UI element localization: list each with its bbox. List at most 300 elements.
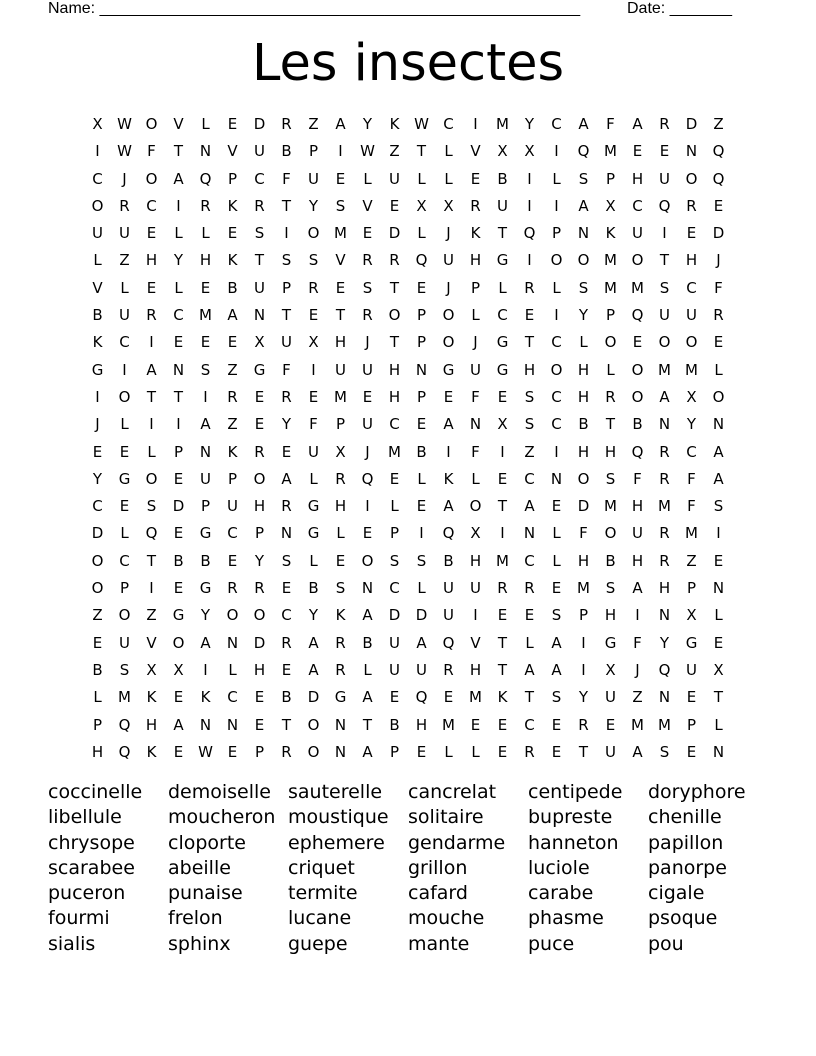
grid-letter[interactable]: L: [471, 306, 480, 325]
grid-letter[interactable]: L: [363, 660, 372, 679]
grid-letter[interactable]: T: [416, 142, 427, 161]
grid-letter[interactable]: V: [146, 633, 157, 652]
grid-letter[interactable]: Q: [361, 469, 374, 488]
grid-letter[interactable]: T: [524, 688, 535, 707]
grid-letter[interactable]: E: [470, 715, 481, 734]
grid-letter[interactable]: A: [632, 579, 643, 598]
grid-letter[interactable]: J: [473, 333, 478, 352]
grid-letter[interactable]: E: [173, 524, 184, 543]
grid-letter[interactable]: T: [281, 196, 292, 215]
grid-letter[interactable]: D: [253, 115, 266, 133]
grid-letter[interactable]: E: [551, 715, 562, 734]
grid-letter[interactable]: C: [686, 442, 697, 461]
grid-letter[interactable]: R: [227, 579, 238, 598]
grid-letter[interactable]: R: [659, 442, 670, 461]
grid-letter[interactable]: A: [632, 742, 643, 761]
grid-letter[interactable]: E: [497, 606, 508, 625]
grid-letter[interactable]: S: [254, 224, 265, 243]
grid-letter[interactable]: C: [227, 688, 238, 707]
grid-letter[interactable]: P: [335, 415, 346, 434]
grid-letter[interactable]: M: [577, 579, 590, 598]
grid-letter[interactable]: I: [635, 606, 640, 625]
grid-letter[interactable]: O: [307, 224, 320, 243]
grid-letter[interactable]: S: [578, 278, 589, 297]
grid-letter[interactable]: R: [254, 579, 265, 598]
grid-letter[interactable]: L: [417, 224, 426, 243]
grid-letter[interactable]: A: [524, 497, 535, 516]
grid-letter[interactable]: A: [524, 660, 535, 679]
grid-letter[interactable]: H: [604, 442, 617, 461]
grid-letter[interactable]: A: [173, 169, 184, 188]
grid-letter[interactable]: H: [631, 169, 644, 188]
grid-letter[interactable]: U: [659, 306, 670, 325]
grid-letter[interactable]: C: [443, 115, 454, 133]
grid-letter[interactable]: K: [605, 224, 616, 243]
grid-letter[interactable]: P: [389, 524, 400, 543]
grid-letter[interactable]: X: [686, 606, 697, 625]
grid-letter[interactable]: D: [388, 224, 401, 243]
grid-letter[interactable]: L: [93, 688, 102, 707]
grid-letter[interactable]: Z: [308, 115, 319, 133]
grid-letter[interactable]: U: [443, 606, 454, 625]
grid-letter[interactable]: H: [334, 497, 347, 516]
grid-letter[interactable]: F: [471, 387, 480, 406]
grid-letter[interactable]: S: [605, 579, 616, 598]
grid-letter[interactable]: F: [309, 415, 318, 434]
grid-letter[interactable]: P: [119, 579, 130, 598]
grid-letter[interactable]: H: [604, 606, 617, 625]
grid-letter[interactable]: M: [658, 497, 671, 516]
grid-letter[interactable]: B: [632, 415, 643, 434]
grid-letter[interactable]: Q: [442, 633, 455, 652]
grid-letter[interactable]: J: [446, 224, 451, 243]
grid-letter[interactable]: O: [145, 469, 158, 488]
grid-letter[interactable]: A: [200, 633, 211, 652]
grid-letter[interactable]: B: [389, 715, 400, 734]
grid-letter[interactable]: M: [685, 360, 698, 379]
grid-letter[interactable]: O: [685, 333, 698, 352]
grid-letter[interactable]: E: [254, 688, 265, 707]
grid-letter[interactable]: R: [308, 278, 319, 297]
grid-letter[interactable]: Z: [524, 442, 535, 461]
grid-letter[interactable]: Q: [658, 660, 671, 679]
grid-letter[interactable]: Q: [523, 224, 536, 243]
grid-letter[interactable]: T: [173, 387, 184, 406]
grid-letter[interactable]: E: [389, 196, 400, 215]
grid-letter[interactable]: A: [713, 469, 724, 488]
grid-letter[interactable]: H: [334, 333, 347, 352]
grid-letter[interactable]: P: [308, 142, 319, 161]
grid-letter[interactable]: R: [254, 196, 265, 215]
grid-letter[interactable]: I: [284, 224, 289, 243]
grid-letter[interactable]: E: [281, 442, 292, 461]
grid-letter[interactable]: G: [91, 360, 104, 379]
grid-letter[interactable]: O: [388, 306, 401, 325]
grid-letter[interactable]: Z: [92, 606, 103, 625]
grid-letter[interactable]: U: [308, 169, 319, 188]
grid-letter[interactable]: V: [173, 115, 184, 133]
grid-letter[interactable]: E: [119, 497, 130, 516]
grid-letter[interactable]: E: [254, 715, 265, 734]
grid-letter[interactable]: E: [146, 224, 157, 243]
grid-letter[interactable]: M: [442, 715, 455, 734]
grid-letter[interactable]: N: [226, 715, 239, 734]
grid-letter[interactable]: R: [659, 469, 670, 488]
grid-letter[interactable]: H: [145, 251, 158, 270]
grid-letter[interactable]: U: [92, 224, 103, 243]
grid-letter[interactable]: O: [631, 387, 644, 406]
grid-letter[interactable]: F: [282, 169, 291, 188]
grid-letter[interactable]: M: [604, 497, 617, 516]
grid-letter[interactable]: Z: [632, 688, 643, 707]
grid-letter[interactable]: L: [471, 742, 480, 761]
grid-letter[interactable]: O: [631, 360, 644, 379]
grid-letter[interactable]: N: [685, 142, 698, 161]
grid-letter[interactable]: R: [281, 387, 292, 406]
grid-letter[interactable]: G: [334, 688, 347, 707]
grid-letter[interactable]: V: [335, 251, 346, 270]
grid-letter[interactable]: O: [91, 579, 104, 598]
grid-letter[interactable]: F: [471, 442, 480, 461]
grid-letter[interactable]: N: [577, 224, 590, 243]
grid-letter[interactable]: U: [659, 169, 670, 188]
grid-letter[interactable]: H: [577, 442, 590, 461]
grid-letter[interactable]: E: [713, 551, 724, 570]
grid-letter[interactable]: A: [362, 688, 373, 707]
grid-letter[interactable]: O: [118, 387, 131, 406]
grid-letter[interactable]: L: [120, 278, 129, 297]
grid-letter[interactable]: O: [253, 469, 266, 488]
grid-letter[interactable]: P: [227, 169, 238, 188]
grid-letter[interactable]: U: [281, 333, 292, 352]
grid-letter[interactable]: T: [335, 306, 346, 325]
grid-letter[interactable]: E: [632, 333, 643, 352]
grid-letter[interactable]: F: [714, 278, 723, 297]
grid-letter[interactable]: T: [146, 551, 157, 570]
grid-letter[interactable]: C: [119, 333, 130, 352]
grid-letter[interactable]: I: [95, 142, 100, 161]
grid-letter[interactable]: E: [335, 551, 346, 570]
grid-letter[interactable]: B: [416, 442, 427, 461]
grid-letter[interactable]: S: [416, 551, 427, 570]
grid-letter[interactable]: G: [307, 497, 320, 516]
grid-letter[interactable]: A: [659, 387, 670, 406]
grid-letter[interactable]: A: [281, 469, 292, 488]
grid-letter[interactable]: U: [200, 469, 211, 488]
grid-letter[interactable]: H: [388, 387, 401, 406]
grid-letter[interactable]: F: [633, 469, 642, 488]
grid-letter[interactable]: B: [200, 551, 211, 570]
grid-letter[interactable]: L: [444, 169, 453, 188]
grid-letter[interactable]: L: [714, 715, 723, 734]
grid-letter[interactable]: C: [92, 169, 103, 188]
grid-letter[interactable]: W: [117, 142, 132, 161]
grid-letter[interactable]: O: [550, 251, 563, 270]
grid-letter[interactable]: E: [713, 333, 724, 352]
grid-letter[interactable]: K: [335, 606, 346, 625]
grid-letter[interactable]: I: [311, 360, 316, 379]
grid-letter[interactable]: U: [632, 524, 643, 543]
grid-letter[interactable]: R: [254, 442, 265, 461]
grid-letter[interactable]: D: [307, 688, 320, 707]
grid-letter[interactable]: Q: [577, 142, 590, 161]
grid-letter[interactable]: P: [173, 442, 184, 461]
grid-letter[interactable]: U: [389, 633, 400, 652]
grid-letter[interactable]: P: [227, 469, 238, 488]
grid-letter[interactable]: G: [496, 360, 509, 379]
grid-letter[interactable]: R: [524, 742, 535, 761]
grid-letter[interactable]: M: [604, 142, 617, 161]
grid-letter[interactable]: N: [550, 469, 563, 488]
grid-letter[interactable]: P: [416, 333, 427, 352]
grid-letter[interactable]: R: [335, 469, 346, 488]
grid-letter[interactable]: E: [227, 742, 238, 761]
grid-letter[interactable]: S: [524, 415, 535, 434]
grid-letter[interactable]: T: [281, 306, 292, 325]
grid-letter[interactable]: E: [146, 278, 157, 297]
grid-letter[interactable]: U: [119, 306, 130, 325]
grid-letter[interactable]: Y: [92, 469, 103, 488]
grid-letter[interactable]: C: [389, 579, 400, 598]
grid-letter[interactable]: B: [362, 633, 373, 652]
grid-letter[interactable]: J: [716, 251, 721, 270]
grid-letter[interactable]: L: [309, 551, 318, 570]
grid-letter[interactable]: L: [552, 278, 561, 297]
grid-letter[interactable]: N: [280, 524, 293, 543]
grid-letter[interactable]: L: [390, 497, 399, 516]
grid-letter[interactable]: M: [118, 688, 131, 707]
grid-letter[interactable]: C: [281, 606, 292, 625]
grid-letter[interactable]: C: [389, 415, 400, 434]
grid-letter[interactable]: D: [91, 524, 104, 543]
grid-letter[interactable]: I: [500, 524, 505, 543]
grid-letter[interactable]: F: [282, 360, 291, 379]
grid-letter[interactable]: P: [92, 715, 103, 734]
grid-letter[interactable]: L: [174, 278, 183, 297]
grid-letter[interactable]: O: [253, 606, 266, 625]
grid-letter[interactable]: U: [119, 633, 130, 652]
grid-letter[interactable]: A: [443, 415, 454, 434]
grid-letter[interactable]: L: [552, 524, 561, 543]
grid-letter[interactable]: N: [361, 579, 374, 598]
grid-letter[interactable]: T: [389, 278, 400, 297]
grid-letter[interactable]: L: [714, 606, 723, 625]
grid-letter[interactable]: V: [92, 278, 103, 297]
grid-letter[interactable]: N: [253, 306, 266, 325]
grid-letter[interactable]: U: [362, 415, 373, 434]
grid-letter[interactable]: Q: [442, 524, 455, 543]
grid-letter[interactable]: S: [119, 660, 130, 679]
grid-letter[interactable]: B: [92, 660, 103, 679]
grid-letter[interactable]: U: [470, 360, 481, 379]
grid-letter[interactable]: T: [497, 660, 508, 679]
grid-letter[interactable]: M: [685, 524, 698, 543]
grid-letter[interactable]: P: [254, 524, 265, 543]
grid-letter[interactable]: H: [91, 742, 104, 761]
grid-letter[interactable]: E: [254, 387, 265, 406]
grid-letter[interactable]: I: [662, 224, 667, 243]
grid-letter[interactable]: E: [362, 524, 373, 543]
grid-letter[interactable]: R: [605, 387, 616, 406]
grid-letter[interactable]: M: [604, 251, 617, 270]
grid-letter[interactable]: R: [713, 306, 724, 325]
grid-letter[interactable]: X: [524, 142, 535, 161]
grid-letter[interactable]: U: [632, 224, 643, 243]
grid-letter[interactable]: N: [199, 442, 212, 461]
grid-letter[interactable]: U: [254, 278, 265, 297]
grid-letter[interactable]: E: [335, 169, 346, 188]
grid-letter[interactable]: Z: [119, 251, 130, 270]
grid-letter[interactable]: C: [524, 551, 535, 570]
grid-letter[interactable]: H: [469, 660, 482, 679]
grid-letter[interactable]: O: [307, 742, 320, 761]
grid-letter[interactable]: H: [577, 360, 590, 379]
grid-letter[interactable]: B: [578, 415, 589, 434]
grid-letter[interactable]: E: [605, 715, 616, 734]
grid-letter[interactable]: U: [605, 742, 616, 761]
grid-letter[interactable]: H: [253, 660, 266, 679]
grid-letter[interactable]: E: [227, 333, 238, 352]
grid-letter[interactable]: G: [442, 360, 455, 379]
grid-letter[interactable]: E: [686, 688, 697, 707]
grid-letter[interactable]: R: [686, 196, 697, 215]
grid-letter[interactable]: B: [92, 306, 103, 325]
grid-letter[interactable]: M: [469, 688, 482, 707]
grid-letter[interactable]: Y: [200, 606, 211, 625]
grid-letter[interactable]: P: [281, 278, 292, 297]
grid-letter[interactable]: D: [712, 224, 725, 243]
grid-letter[interactable]: X: [713, 660, 724, 679]
grid-letter[interactable]: T: [524, 333, 535, 352]
grid-letter[interactable]: E: [443, 387, 454, 406]
grid-letter[interactable]: Y: [173, 251, 184, 270]
grid-letter[interactable]: O: [442, 306, 455, 325]
grid-letter[interactable]: M: [334, 224, 347, 243]
grid-letter[interactable]: C: [173, 306, 184, 325]
grid-letter[interactable]: E: [227, 551, 238, 570]
grid-letter[interactable]: S: [551, 606, 562, 625]
grid-letter[interactable]: I: [554, 442, 559, 461]
grid-letter[interactable]: U: [227, 497, 238, 516]
grid-letter[interactable]: I: [149, 415, 154, 434]
grid-letter[interactable]: X: [686, 387, 697, 406]
grid-letter[interactable]: F: [687, 469, 696, 488]
grid-letter[interactable]: I: [716, 524, 721, 543]
grid-letter[interactable]: P: [416, 387, 427, 406]
grid-letter[interactable]: I: [500, 442, 505, 461]
grid-letter[interactable]: N: [712, 415, 725, 434]
grid-letter[interactable]: E: [227, 224, 238, 243]
grid-letter[interactable]: S: [335, 196, 346, 215]
grid-letter[interactable]: E: [200, 333, 211, 352]
grid-letter[interactable]: A: [551, 660, 562, 679]
grid-letter[interactable]: B: [605, 551, 616, 570]
grid-letter[interactable]: T: [605, 415, 616, 434]
grid-letter[interactable]: K: [227, 251, 238, 270]
grid-letter[interactable]: I: [176, 415, 181, 434]
grid-letter[interactable]: T: [389, 333, 400, 352]
grid-letter[interactable]: E: [416, 415, 427, 434]
grid-letter[interactable]: D: [685, 115, 698, 133]
grid-letter[interactable]: L: [552, 551, 561, 570]
grid-letter[interactable]: A: [443, 497, 454, 516]
grid-letter[interactable]: G: [199, 524, 212, 543]
grid-letter[interactable]: L: [363, 169, 372, 188]
grid-letter[interactable]: T: [659, 251, 670, 270]
grid-letter[interactable]: L: [714, 360, 723, 379]
grid-letter[interactable]: G: [199, 579, 212, 598]
grid-letter[interactable]: D: [577, 497, 590, 516]
grid-letter[interactable]: Y: [308, 606, 319, 625]
grid-letter[interactable]: S: [605, 469, 616, 488]
grid-letter[interactable]: Y: [362, 115, 373, 133]
grid-letter[interactable]: A: [335, 115, 346, 133]
grid-letter[interactable]: T: [497, 497, 508, 516]
grid-letter[interactable]: C: [524, 715, 535, 734]
grid-letter[interactable]: H: [253, 497, 266, 516]
grid-letter[interactable]: L: [417, 169, 426, 188]
grid-letter[interactable]: A: [632, 115, 643, 133]
grid-letter[interactable]: X: [605, 660, 616, 679]
grid-letter[interactable]: U: [686, 306, 697, 325]
grid-letter[interactable]: E: [551, 742, 562, 761]
grid-letter[interactable]: O: [118, 606, 131, 625]
grid-letter[interactable]: B: [443, 551, 454, 570]
grid-letter[interactable]: T: [713, 688, 724, 707]
grid-letter[interactable]: R: [497, 579, 508, 598]
grid-letter[interactable]: X: [416, 196, 427, 215]
grid-letter[interactable]: N: [658, 688, 671, 707]
grid-letter[interactable]: K: [200, 688, 211, 707]
grid-letter[interactable]: O: [631, 251, 644, 270]
grid-letter[interactable]: T: [362, 715, 373, 734]
grid-letter[interactable]: O: [91, 196, 104, 215]
grid-letter[interactable]: G: [604, 633, 617, 652]
grid-letter[interactable]: Y: [524, 115, 535, 133]
grid-letter[interactable]: B: [227, 278, 238, 297]
grid-letter[interactable]: L: [606, 360, 615, 379]
grid-letter[interactable]: U: [389, 660, 400, 679]
grid-letter[interactable]: V: [227, 142, 238, 161]
grid-letter[interactable]: R: [524, 278, 535, 297]
grid-letter[interactable]: E: [173, 333, 184, 352]
grid-letter[interactable]: L: [228, 660, 237, 679]
grid-letter[interactable]: N: [523, 524, 536, 543]
grid-letter[interactable]: S: [524, 387, 535, 406]
grid-letter[interactable]: I: [419, 524, 424, 543]
grid-letter[interactable]: Q: [658, 196, 671, 215]
grid-letter[interactable]: D: [415, 606, 428, 625]
grid-letter[interactable]: F: [633, 633, 642, 652]
grid-letter[interactable]: O: [469, 497, 482, 516]
grid-letter[interactable]: P: [605, 306, 616, 325]
grid-letter[interactable]: I: [527, 169, 532, 188]
grid-letter[interactable]: O: [712, 387, 725, 406]
grid-letter[interactable]: E: [281, 660, 292, 679]
grid-letter[interactable]: R: [659, 551, 670, 570]
grid-letter[interactable]: S: [335, 579, 346, 598]
grid-letter[interactable]: T: [146, 387, 157, 406]
grid-letter[interactable]: M: [631, 715, 644, 734]
grid-letter[interactable]: P: [686, 579, 697, 598]
grid-letter[interactable]: Z: [227, 415, 238, 434]
grid-letter[interactable]: O: [577, 251, 590, 270]
grid-letter[interactable]: E: [713, 196, 724, 215]
grid-letter[interactable]: L: [309, 469, 318, 488]
grid-letter[interactable]: P: [254, 742, 265, 761]
grid-letter[interactable]: V: [470, 633, 481, 652]
grid-letter[interactable]: A: [200, 415, 211, 434]
